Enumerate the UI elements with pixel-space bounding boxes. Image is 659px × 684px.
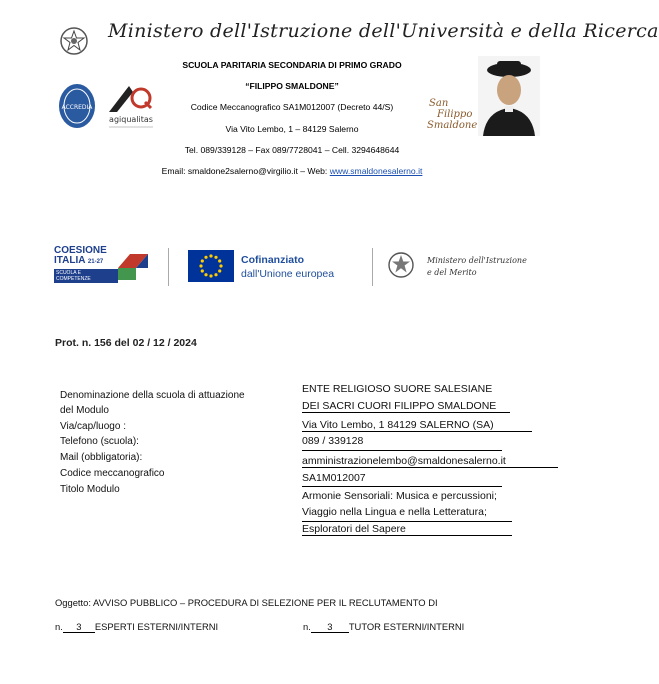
tutors-prefix: n.: [303, 621, 311, 632]
school-entity-line-1: ENTE RELIGIOSO SUORE SALESIANE: [302, 383, 493, 395]
field-label: Via/cap/luogo :: [60, 421, 126, 432]
svg-text:agiqualitas: agiqualitas: [109, 115, 153, 124]
coesione-subtitle: SCUOLA E COMPETENZE: [54, 269, 118, 283]
ministero-merito-text: [427, 255, 527, 279]
seal-line-3: Smaldone: [427, 120, 478, 131]
module-title-3: Esploratori del Sapere: [302, 523, 512, 536]
logo-divider: [168, 248, 169, 286]
field-label: Denominazione della scuola di attuazione: [60, 390, 245, 401]
eu-flag-icon: [188, 250, 234, 282]
field-label: Codice meccanografico: [60, 468, 165, 479]
school-name: “FILIPPO SMALDONE”: [245, 81, 339, 91]
email-text: Email: smaldone2salerno@virgilio.it – Web:: [161, 166, 330, 176]
coesione-title: COESIONE ITALIA 21-27: [54, 245, 107, 266]
email-value: amministrazionelembo@smaldonesalerno.it: [302, 455, 558, 468]
coesione-logo: [54, 246, 149, 286]
experts-line: [55, 621, 218, 633]
merito-line-1: Ministero dell'Istruzione: [427, 256, 527, 265]
coesione-arrow-icon: [116, 248, 150, 282]
mech-code-value: SA1M012007: [302, 472, 366, 484]
eu-line-2: dall'Unione europea: [241, 268, 335, 280]
experts-prefix: n.: [55, 621, 63, 632]
mech-code-underline: [302, 486, 502, 487]
school-type: SCUOLA PARITARIA SECONDARIA DI PRIMO GRADO: [182, 60, 402, 70]
eu-line-1: Cofinanziato: [241, 254, 304, 266]
ministry-title: Ministero dell'Istruzione dell'Università e della Ricerca: [108, 20, 659, 42]
module-title-2: Viaggio nella Lingua e nella Letteratura;: [302, 506, 487, 518]
italian-republic-emblem-icon: [386, 248, 416, 282]
svg-text:ACCREDIA: ACCREDIA: [61, 104, 93, 111]
protocol-number: Prot. n. 156 del 02 / 12 / 2024: [55, 337, 197, 349]
school-phones: Tel. 089/339128 – Fax 089/7728041 – Cell. 3294648644: [184, 145, 400, 155]
tutors-line: [303, 621, 464, 633]
field-label: Mail (obbligatoria):: [60, 452, 143, 463]
italy-emblem-icon: [58, 24, 90, 58]
school-address: Via Vito Lembo, 1 – 84129 Salerno: [225, 124, 359, 134]
subject-line: Oggetto: AVVISO PUBBLICO – PROCEDURA DI SELEZIONE PER IL RECLUTAMENTO DI: [55, 597, 438, 608]
module-title-1: Armonie Sensoriali: Musica e percussioni;: [302, 490, 497, 502]
portrait-image: [478, 56, 540, 136]
experts-count: 3: [63, 621, 95, 633]
saint-signature: [423, 98, 483, 138]
field-label: Telefono (scuola):: [60, 436, 139, 447]
phone-underline: [302, 450, 502, 451]
seal-line-1: San: [429, 98, 449, 109]
merito-line-2: e del Merito: [427, 268, 477, 277]
tutors-label: TUTOR ESTERNI/INTERNI: [348, 621, 465, 632]
field-label: del Modulo: [60, 405, 109, 416]
address-value: Via Vito Lembo, 1 84129 SALERNO (SA): [302, 419, 532, 432]
module-title-underline: [302, 521, 512, 522]
phone-value: 089 / 339128: [302, 435, 364, 447]
eu-cofinanced-text: [241, 253, 334, 281]
mechanographic-code: Codice Meccanografico SA1M012007 (Decreto 44/S): [190, 102, 394, 112]
tutors-count: 3: [311, 621, 349, 633]
seal-line-2: Filippo: [437, 109, 473, 120]
school-entity-line-2: DEI SACRI CUORI FILIPPO SMALDONE: [302, 400, 510, 413]
experts-label: ESPERTI ESTERNI/INTERNI: [94, 621, 219, 632]
school-contacts: [0, 166, 584, 176]
website-link[interactable]: www.smaldonesalerno.it: [329, 166, 423, 176]
logo-divider-2: [372, 248, 373, 286]
field-label: Titolo Modulo: [60, 484, 120, 495]
